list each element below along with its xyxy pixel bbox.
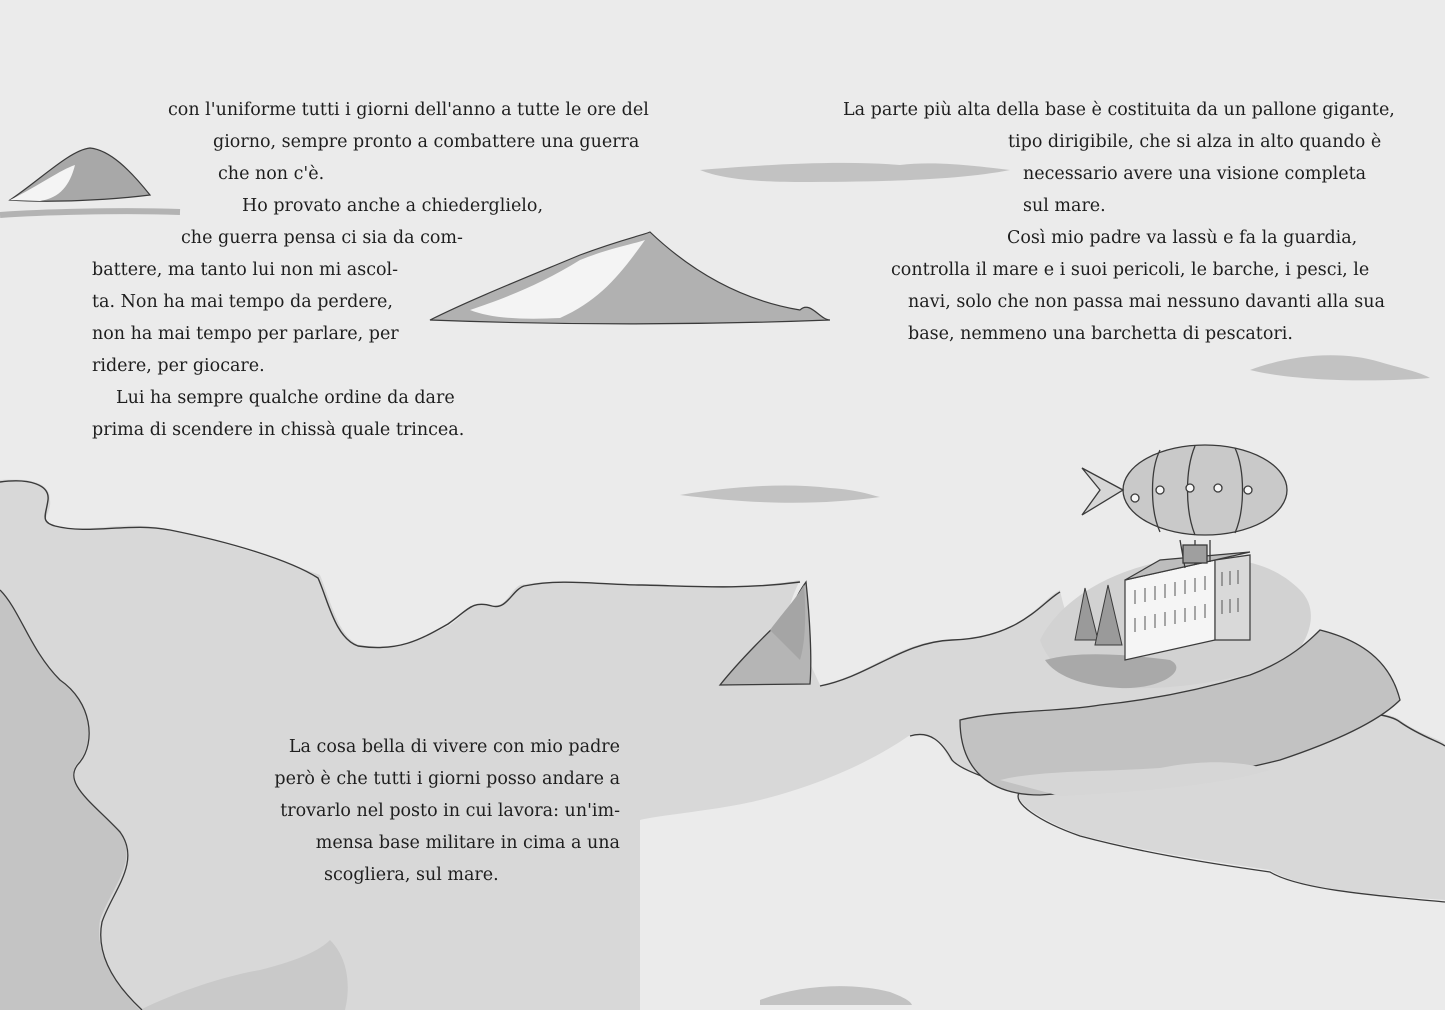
text-line: prima di scendere in chissà quale trincea. — [92, 420, 465, 440]
text-line: battere, ma tanto lui non mi ascol- — [92, 260, 399, 280]
text-line: sul mare. — [1023, 196, 1106, 216]
right-top-paragraph — [843, 94, 1395, 350]
text-line: non ha mai tempo per parlare, per — [92, 324, 399, 344]
text-line: che non c'è. — [218, 164, 325, 184]
text-line: che guerra pensa ci sia da com- — [181, 228, 463, 248]
text-line: trovarlo nel posto in cui lavora: un'im- — [280, 801, 620, 821]
text-line: Così mio padre va lassù e fa la guardia, — [1007, 228, 1358, 248]
text-line: mensa base militare in cima a una — [315, 833, 620, 853]
text-line: La parte più alta della base è costituita da un pallone gigante, — [843, 100, 1395, 120]
text-line: necessario avere una visione completa — [1023, 164, 1367, 184]
text-line: scogliera, sul mare. — [324, 865, 499, 885]
text-line: Ho provato anche a chiederglielo, — [242, 196, 544, 216]
text-line: con l'uniforme tutti i giorni dell'anno a tutte le ore del — [168, 100, 649, 120]
text-line: ridere, per giocare. — [92, 356, 265, 376]
text-line: base, nemmeno una barchetta di pescatori. — [908, 324, 1293, 344]
left-top-paragraph — [92, 94, 649, 446]
text-line: ta. Non ha mai tempo da perdere, — [92, 292, 393, 312]
airship-balloon — [1082, 445, 1287, 568]
text-line: navi, solo che non passa mai nessuno davanti alla sua — [908, 292, 1385, 312]
text-line: La cosa bella di vivere con mio padre — [288, 737, 620, 757]
text-line: tipo dirigibile, che si alza in alto quando è — [1008, 132, 1382, 152]
text-line: controlla il mare e i suoi pericoli, le barche, i pesci, le — [891, 260, 1370, 280]
left-bottom-paragraph — [240, 731, 620, 891]
text-line: però è che tutti i giorni posso andare a — [274, 769, 620, 789]
text-line: giorno, sempre pronto a combattere una guerra — [213, 132, 640, 152]
text-line: Lui ha sempre qualche ordine da dare — [116, 388, 455, 408]
